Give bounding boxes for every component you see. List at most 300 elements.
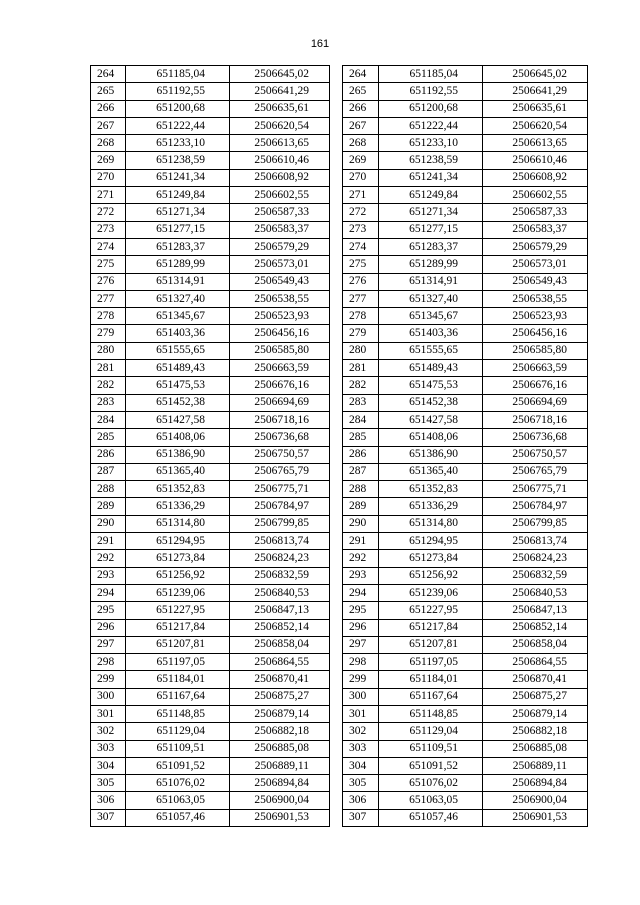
y-coordinate-cell: 2506585,80 <box>230 342 330 359</box>
table-row <box>343 602 588 619</box>
table-row <box>91 187 330 204</box>
point-number-cell: 299 <box>343 671 379 688</box>
x-coordinate-cell: 651129,04 <box>126 723 230 740</box>
point-number-cell: 266 <box>91 100 126 117</box>
table-row <box>343 394 588 411</box>
y-coordinate-cell: 2506583,37 <box>483 221 588 238</box>
y-coordinate-cell: 2506579,29 <box>230 238 330 255</box>
table-row <box>343 360 588 377</box>
x-coordinate-cell: 651452,38 <box>126 394 230 411</box>
table-row <box>343 705 588 722</box>
y-coordinate-cell: 2506775,71 <box>230 481 330 498</box>
table-row <box>343 498 588 515</box>
x-coordinate-cell: 651217,84 <box>126 619 230 636</box>
point-number-cell: 297 <box>343 636 379 653</box>
y-coordinate-cell: 2506847,13 <box>230 602 330 619</box>
y-coordinate-cell: 2506641,29 <box>483 83 588 100</box>
table-row <box>343 290 588 307</box>
x-coordinate-cell: 651314,80 <box>379 515 483 532</box>
point-number-cell: 305 <box>343 775 379 792</box>
table-row <box>91 723 330 740</box>
y-coordinate-cell: 2506894,84 <box>230 775 330 792</box>
x-coordinate-cell: 651283,37 <box>126 238 230 255</box>
table-row <box>343 187 588 204</box>
x-coordinate-cell: 651273,84 <box>379 550 483 567</box>
point-number-cell: 279 <box>91 325 126 342</box>
y-coordinate-cell: 2506901,53 <box>230 809 330 826</box>
y-coordinate-cell: 2506523,93 <box>483 308 588 325</box>
table-row <box>91 308 330 325</box>
x-coordinate-cell: 651239,06 <box>379 584 483 601</box>
x-coordinate-cell: 651289,99 <box>126 256 230 273</box>
point-number-cell: 264 <box>343 66 379 83</box>
x-coordinate-cell: 651238,59 <box>379 152 483 169</box>
table-row <box>343 100 588 117</box>
y-coordinate-cell: 2506900,04 <box>483 792 588 809</box>
y-coordinate-cell: 2506645,02 <box>230 66 330 83</box>
point-number-cell: 265 <box>91 83 126 100</box>
point-number-cell: 298 <box>343 654 379 671</box>
table-row <box>91 481 330 498</box>
y-coordinate-cell: 2506885,08 <box>483 740 588 757</box>
x-coordinate-cell: 651408,06 <box>379 429 483 446</box>
table-row <box>91 550 330 567</box>
point-number-cell: 279 <box>343 325 379 342</box>
x-coordinate-cell: 651200,68 <box>126 100 230 117</box>
point-number-cell: 288 <box>91 481 126 498</box>
y-coordinate-cell: 2506775,71 <box>483 481 588 498</box>
x-coordinate-cell: 651200,68 <box>379 100 483 117</box>
point-number-cell: 292 <box>91 550 126 567</box>
x-coordinate-cell: 651386,90 <box>379 446 483 463</box>
x-coordinate-cell: 651238,59 <box>126 152 230 169</box>
y-coordinate-cell: 2506538,55 <box>230 290 330 307</box>
point-number-cell: 269 <box>343 152 379 169</box>
point-number-cell: 289 <box>91 498 126 515</box>
y-coordinate-cell: 2506573,01 <box>230 256 330 273</box>
coordinates-table-right <box>342 65 588 827</box>
x-coordinate-cell: 651489,43 <box>379 360 483 377</box>
x-coordinate-cell: 651057,46 <box>126 809 230 826</box>
point-number-cell: 291 <box>343 533 379 550</box>
table-row <box>91 515 330 532</box>
table-row <box>343 135 588 152</box>
table-row <box>91 377 330 394</box>
table-row <box>91 636 330 653</box>
point-number-cell: 285 <box>343 429 379 446</box>
point-number-cell: 285 <box>91 429 126 446</box>
table-row <box>91 654 330 671</box>
table-row <box>91 135 330 152</box>
table-row <box>343 636 588 653</box>
table-row <box>91 792 330 809</box>
point-number-cell: 286 <box>343 446 379 463</box>
table-row <box>91 688 330 705</box>
point-number-cell: 275 <box>343 256 379 273</box>
point-number-cell: 292 <box>343 550 379 567</box>
x-coordinate-cell: 651327,40 <box>126 290 230 307</box>
x-coordinate-cell: 651294,95 <box>126 533 230 550</box>
x-coordinate-cell: 651256,92 <box>379 567 483 584</box>
table-row <box>343 671 588 688</box>
x-coordinate-cell: 651167,64 <box>126 688 230 705</box>
table-row <box>91 463 330 480</box>
table-row <box>343 619 588 636</box>
point-number-cell: 277 <box>343 290 379 307</box>
y-coordinate-cell: 2506635,61 <box>230 100 330 117</box>
x-coordinate-cell: 651314,91 <box>126 273 230 290</box>
table-row <box>91 411 330 428</box>
table-row <box>343 688 588 705</box>
x-coordinate-cell: 651427,58 <box>126 411 230 428</box>
x-coordinate-cell: 651076,02 <box>379 775 483 792</box>
point-number-cell: 274 <box>91 238 126 255</box>
point-number-cell: 286 <box>91 446 126 463</box>
point-number-cell: 296 <box>343 619 379 636</box>
y-coordinate-cell: 2506583,37 <box>230 221 330 238</box>
x-coordinate-cell: 651489,43 <box>126 360 230 377</box>
x-coordinate-cell: 651386,90 <box>126 446 230 463</box>
x-coordinate-cell: 651091,52 <box>126 757 230 774</box>
table-row <box>91 671 330 688</box>
y-coordinate-cell: 2506882,18 <box>483 723 588 740</box>
y-coordinate-cell: 2506824,23 <box>483 550 588 567</box>
point-number-cell: 270 <box>343 169 379 186</box>
y-coordinate-cell: 2506613,65 <box>483 135 588 152</box>
point-number-cell: 271 <box>91 187 126 204</box>
point-number-cell: 274 <box>343 238 379 255</box>
y-coordinate-cell: 2506694,69 <box>230 394 330 411</box>
y-coordinate-cell: 2506736,68 <box>483 429 588 446</box>
point-number-cell: 277 <box>91 290 126 307</box>
point-number-cell: 276 <box>91 273 126 290</box>
table-row <box>91 204 330 221</box>
x-coordinate-cell: 651277,15 <box>379 221 483 238</box>
table-row <box>91 100 330 117</box>
y-coordinate-cell: 2506894,84 <box>483 775 588 792</box>
y-coordinate-cell: 2506765,79 <box>230 463 330 480</box>
point-number-cell: 269 <box>91 152 126 169</box>
point-number-cell: 295 <box>343 602 379 619</box>
table-row <box>343 66 588 83</box>
point-number-cell: 275 <box>91 256 126 273</box>
table-row <box>343 152 588 169</box>
point-number-cell: 304 <box>343 757 379 774</box>
y-coordinate-cell: 2506549,43 <box>483 273 588 290</box>
table-row <box>343 238 588 255</box>
table-row <box>91 221 330 238</box>
point-number-cell: 289 <box>343 498 379 515</box>
point-number-cell: 299 <box>91 671 126 688</box>
x-coordinate-cell: 651197,05 <box>126 654 230 671</box>
x-coordinate-cell: 651109,51 <box>126 740 230 757</box>
point-number-cell: 303 <box>91 740 126 757</box>
y-coordinate-cell: 2506750,57 <box>230 446 330 463</box>
y-coordinate-cell: 2506858,04 <box>230 636 330 653</box>
y-coordinate-cell: 2506864,55 <box>483 654 588 671</box>
y-coordinate-cell: 2506799,85 <box>483 515 588 532</box>
x-coordinate-cell: 651057,46 <box>379 809 483 826</box>
point-number-cell: 266 <box>343 100 379 117</box>
x-coordinate-cell: 651192,55 <box>379 83 483 100</box>
point-number-cell: 270 <box>91 169 126 186</box>
y-coordinate-cell: 2506852,14 <box>230 619 330 636</box>
y-coordinate-cell: 2506832,59 <box>483 567 588 584</box>
table-row <box>91 256 330 273</box>
point-number-cell: 273 <box>91 221 126 238</box>
x-coordinate-cell: 651314,80 <box>126 515 230 532</box>
y-coordinate-cell: 2506840,53 <box>230 584 330 601</box>
point-number-cell: 268 <box>343 135 379 152</box>
point-number-cell: 302 <box>343 723 379 740</box>
table-row <box>91 740 330 757</box>
point-number-cell: 284 <box>91 411 126 428</box>
x-coordinate-cell: 651233,10 <box>379 135 483 152</box>
table-row <box>343 325 588 342</box>
point-number-cell: 267 <box>343 117 379 134</box>
y-coordinate-cell: 2506613,65 <box>230 135 330 152</box>
y-coordinate-cell: 2506608,92 <box>483 169 588 186</box>
table-row <box>91 757 330 774</box>
y-coordinate-cell: 2506676,16 <box>483 377 588 394</box>
x-coordinate-cell: 651148,85 <box>126 705 230 722</box>
x-coordinate-cell: 651336,29 <box>379 498 483 515</box>
table-row <box>91 584 330 601</box>
point-number-cell: 305 <box>91 775 126 792</box>
x-coordinate-cell: 651227,95 <box>379 602 483 619</box>
y-coordinate-cell: 2506663,59 <box>230 360 330 377</box>
table-row <box>91 342 330 359</box>
point-number-cell: 264 <box>91 66 126 83</box>
table-row <box>343 723 588 740</box>
point-number-cell: 281 <box>343 360 379 377</box>
table-row <box>343 83 588 100</box>
x-coordinate-cell: 651222,44 <box>379 117 483 134</box>
point-number-cell: 288 <box>343 481 379 498</box>
x-coordinate-cell: 651403,36 <box>379 325 483 342</box>
y-coordinate-cell: 2506538,55 <box>483 290 588 307</box>
y-coordinate-cell: 2506602,55 <box>230 187 330 204</box>
x-coordinate-cell: 651336,29 <box>126 498 230 515</box>
point-number-cell: 294 <box>91 584 126 601</box>
y-coordinate-cell: 2506676,16 <box>230 377 330 394</box>
y-coordinate-cell: 2506784,97 <box>230 498 330 515</box>
y-coordinate-cell: 2506852,14 <box>483 619 588 636</box>
coordinates-table-left <box>90 65 330 827</box>
point-number-cell: 271 <box>343 187 379 204</box>
y-coordinate-cell: 2506608,92 <box>230 169 330 186</box>
table-row <box>91 238 330 255</box>
x-coordinate-cell: 651283,37 <box>379 238 483 255</box>
y-coordinate-cell: 2506765,79 <box>483 463 588 480</box>
point-number-cell: 278 <box>343 308 379 325</box>
table-row <box>91 446 330 463</box>
x-coordinate-cell: 651184,01 <box>379 671 483 688</box>
point-number-cell: 287 <box>91 463 126 480</box>
x-coordinate-cell: 651227,95 <box>126 602 230 619</box>
table-row <box>91 394 330 411</box>
point-number-cell: 276 <box>343 273 379 290</box>
table-row <box>91 290 330 307</box>
table-row <box>343 308 588 325</box>
x-coordinate-cell: 651256,92 <box>126 567 230 584</box>
y-coordinate-cell: 2506889,11 <box>483 757 588 774</box>
y-coordinate-cell: 2506901,53 <box>483 809 588 826</box>
y-coordinate-cell: 2506799,85 <box>230 515 330 532</box>
x-coordinate-cell: 651192,55 <box>126 83 230 100</box>
y-coordinate-cell: 2506585,80 <box>483 342 588 359</box>
table-row <box>343 584 588 601</box>
x-coordinate-cell: 651403,36 <box>126 325 230 342</box>
table-row <box>91 117 330 134</box>
y-coordinate-cell: 2506813,74 <box>483 533 588 550</box>
table-row <box>91 325 330 342</box>
table-row <box>343 757 588 774</box>
y-coordinate-cell: 2506549,43 <box>230 273 330 290</box>
x-coordinate-cell: 651408,06 <box>126 429 230 446</box>
y-coordinate-cell: 2506587,33 <box>483 204 588 221</box>
point-number-cell: 287 <box>343 463 379 480</box>
y-coordinate-cell: 2506858,04 <box>483 636 588 653</box>
y-coordinate-cell: 2506875,27 <box>483 688 588 705</box>
y-coordinate-cell: 2506900,04 <box>230 792 330 809</box>
table-row <box>343 169 588 186</box>
point-number-cell: 306 <box>343 792 379 809</box>
y-coordinate-cell: 2506641,29 <box>230 83 330 100</box>
table-row <box>91 152 330 169</box>
y-coordinate-cell: 2506579,29 <box>483 238 588 255</box>
point-number-cell: 272 <box>91 204 126 221</box>
y-coordinate-cell: 2506456,16 <box>230 325 330 342</box>
y-coordinate-cell: 2506718,16 <box>483 411 588 428</box>
point-number-cell: 272 <box>343 204 379 221</box>
point-number-cell: 290 <box>343 515 379 532</box>
y-coordinate-cell: 2506870,41 <box>230 671 330 688</box>
x-coordinate-cell: 651063,05 <box>126 792 230 809</box>
y-coordinate-cell: 2506875,27 <box>230 688 330 705</box>
x-coordinate-cell: 651249,84 <box>126 187 230 204</box>
y-coordinate-cell: 2506587,33 <box>230 204 330 221</box>
table-row <box>343 481 588 498</box>
x-coordinate-cell: 651327,40 <box>379 290 483 307</box>
table-row <box>91 775 330 792</box>
y-coordinate-cell: 2506889,11 <box>230 757 330 774</box>
y-coordinate-cell: 2506694,69 <box>483 394 588 411</box>
point-number-cell: 265 <box>343 83 379 100</box>
point-number-cell: 290 <box>91 515 126 532</box>
x-coordinate-cell: 651207,81 <box>126 636 230 653</box>
point-number-cell: 303 <box>343 740 379 757</box>
point-number-cell: 280 <box>343 342 379 359</box>
y-coordinate-cell: 2506784,97 <box>483 498 588 515</box>
y-coordinate-cell: 2506832,59 <box>230 567 330 584</box>
y-coordinate-cell: 2506813,74 <box>230 533 330 550</box>
x-coordinate-cell: 651352,83 <box>379 481 483 498</box>
page-number: 161 <box>310 38 330 50</box>
point-number-cell: 283 <box>91 394 126 411</box>
y-coordinate-cell: 2506620,54 <box>230 117 330 134</box>
x-coordinate-cell: 651273,84 <box>126 550 230 567</box>
x-coordinate-cell: 651129,04 <box>379 723 483 740</box>
table-row <box>91 533 330 550</box>
x-coordinate-cell: 651249,84 <box>379 187 483 204</box>
x-coordinate-cell: 651427,58 <box>379 411 483 428</box>
x-coordinate-cell: 651555,65 <box>379 342 483 359</box>
y-coordinate-cell: 2506864,55 <box>230 654 330 671</box>
y-coordinate-cell: 2506885,08 <box>230 740 330 757</box>
x-coordinate-cell: 651271,34 <box>379 204 483 221</box>
point-number-cell: 280 <box>91 342 126 359</box>
point-number-cell: 268 <box>91 135 126 152</box>
y-coordinate-cell: 2506847,13 <box>483 602 588 619</box>
x-coordinate-cell: 651222,44 <box>126 117 230 134</box>
table-row <box>343 256 588 273</box>
table-row <box>343 429 588 446</box>
x-coordinate-cell: 651091,52 <box>379 757 483 774</box>
table-row <box>343 740 588 757</box>
point-number-cell: 267 <box>91 117 126 134</box>
x-coordinate-cell: 651294,95 <box>379 533 483 550</box>
table-row <box>343 411 588 428</box>
y-coordinate-cell: 2506602,55 <box>483 187 588 204</box>
y-coordinate-cell: 2506635,61 <box>483 100 588 117</box>
point-number-cell: 291 <box>91 533 126 550</box>
table-row <box>343 117 588 134</box>
point-number-cell: 297 <box>91 636 126 653</box>
x-coordinate-cell: 651184,01 <box>126 671 230 688</box>
point-number-cell: 307 <box>91 809 126 826</box>
table-row <box>343 567 588 584</box>
x-coordinate-cell: 651109,51 <box>379 740 483 757</box>
x-coordinate-cell: 651345,67 <box>126 308 230 325</box>
x-coordinate-cell: 651185,04 <box>126 66 230 83</box>
table-row <box>91 273 330 290</box>
point-number-cell: 293 <box>91 567 126 584</box>
y-coordinate-cell: 2506718,16 <box>230 411 330 428</box>
x-coordinate-cell: 651271,34 <box>126 204 230 221</box>
table-row <box>343 515 588 532</box>
table-row <box>343 809 588 826</box>
table-row <box>343 204 588 221</box>
table-row <box>91 83 330 100</box>
point-number-cell: 295 <box>91 602 126 619</box>
point-number-cell: 298 <box>91 654 126 671</box>
x-coordinate-cell: 651365,40 <box>126 463 230 480</box>
point-number-cell: 302 <box>91 723 126 740</box>
x-coordinate-cell: 651314,91 <box>379 273 483 290</box>
x-coordinate-cell: 651345,67 <box>379 308 483 325</box>
point-number-cell: 301 <box>91 705 126 722</box>
x-coordinate-cell: 651475,53 <box>379 377 483 394</box>
y-coordinate-cell: 2506750,57 <box>483 446 588 463</box>
point-number-cell: 284 <box>343 411 379 428</box>
table-row <box>91 498 330 515</box>
y-coordinate-cell: 2506610,46 <box>230 152 330 169</box>
x-coordinate-cell: 651352,83 <box>126 481 230 498</box>
x-coordinate-cell: 651207,81 <box>379 636 483 653</box>
point-number-cell: 300 <box>343 688 379 705</box>
x-coordinate-cell: 651241,34 <box>379 169 483 186</box>
point-number-cell: 281 <box>91 360 126 377</box>
table-row <box>343 550 588 567</box>
x-coordinate-cell: 651185,04 <box>379 66 483 83</box>
y-coordinate-cell: 2506645,02 <box>483 66 588 83</box>
point-number-cell: 306 <box>91 792 126 809</box>
y-coordinate-cell: 2506879,14 <box>483 705 588 722</box>
table-row <box>343 342 588 359</box>
x-coordinate-cell: 651365,40 <box>379 463 483 480</box>
point-number-cell: 273 <box>343 221 379 238</box>
